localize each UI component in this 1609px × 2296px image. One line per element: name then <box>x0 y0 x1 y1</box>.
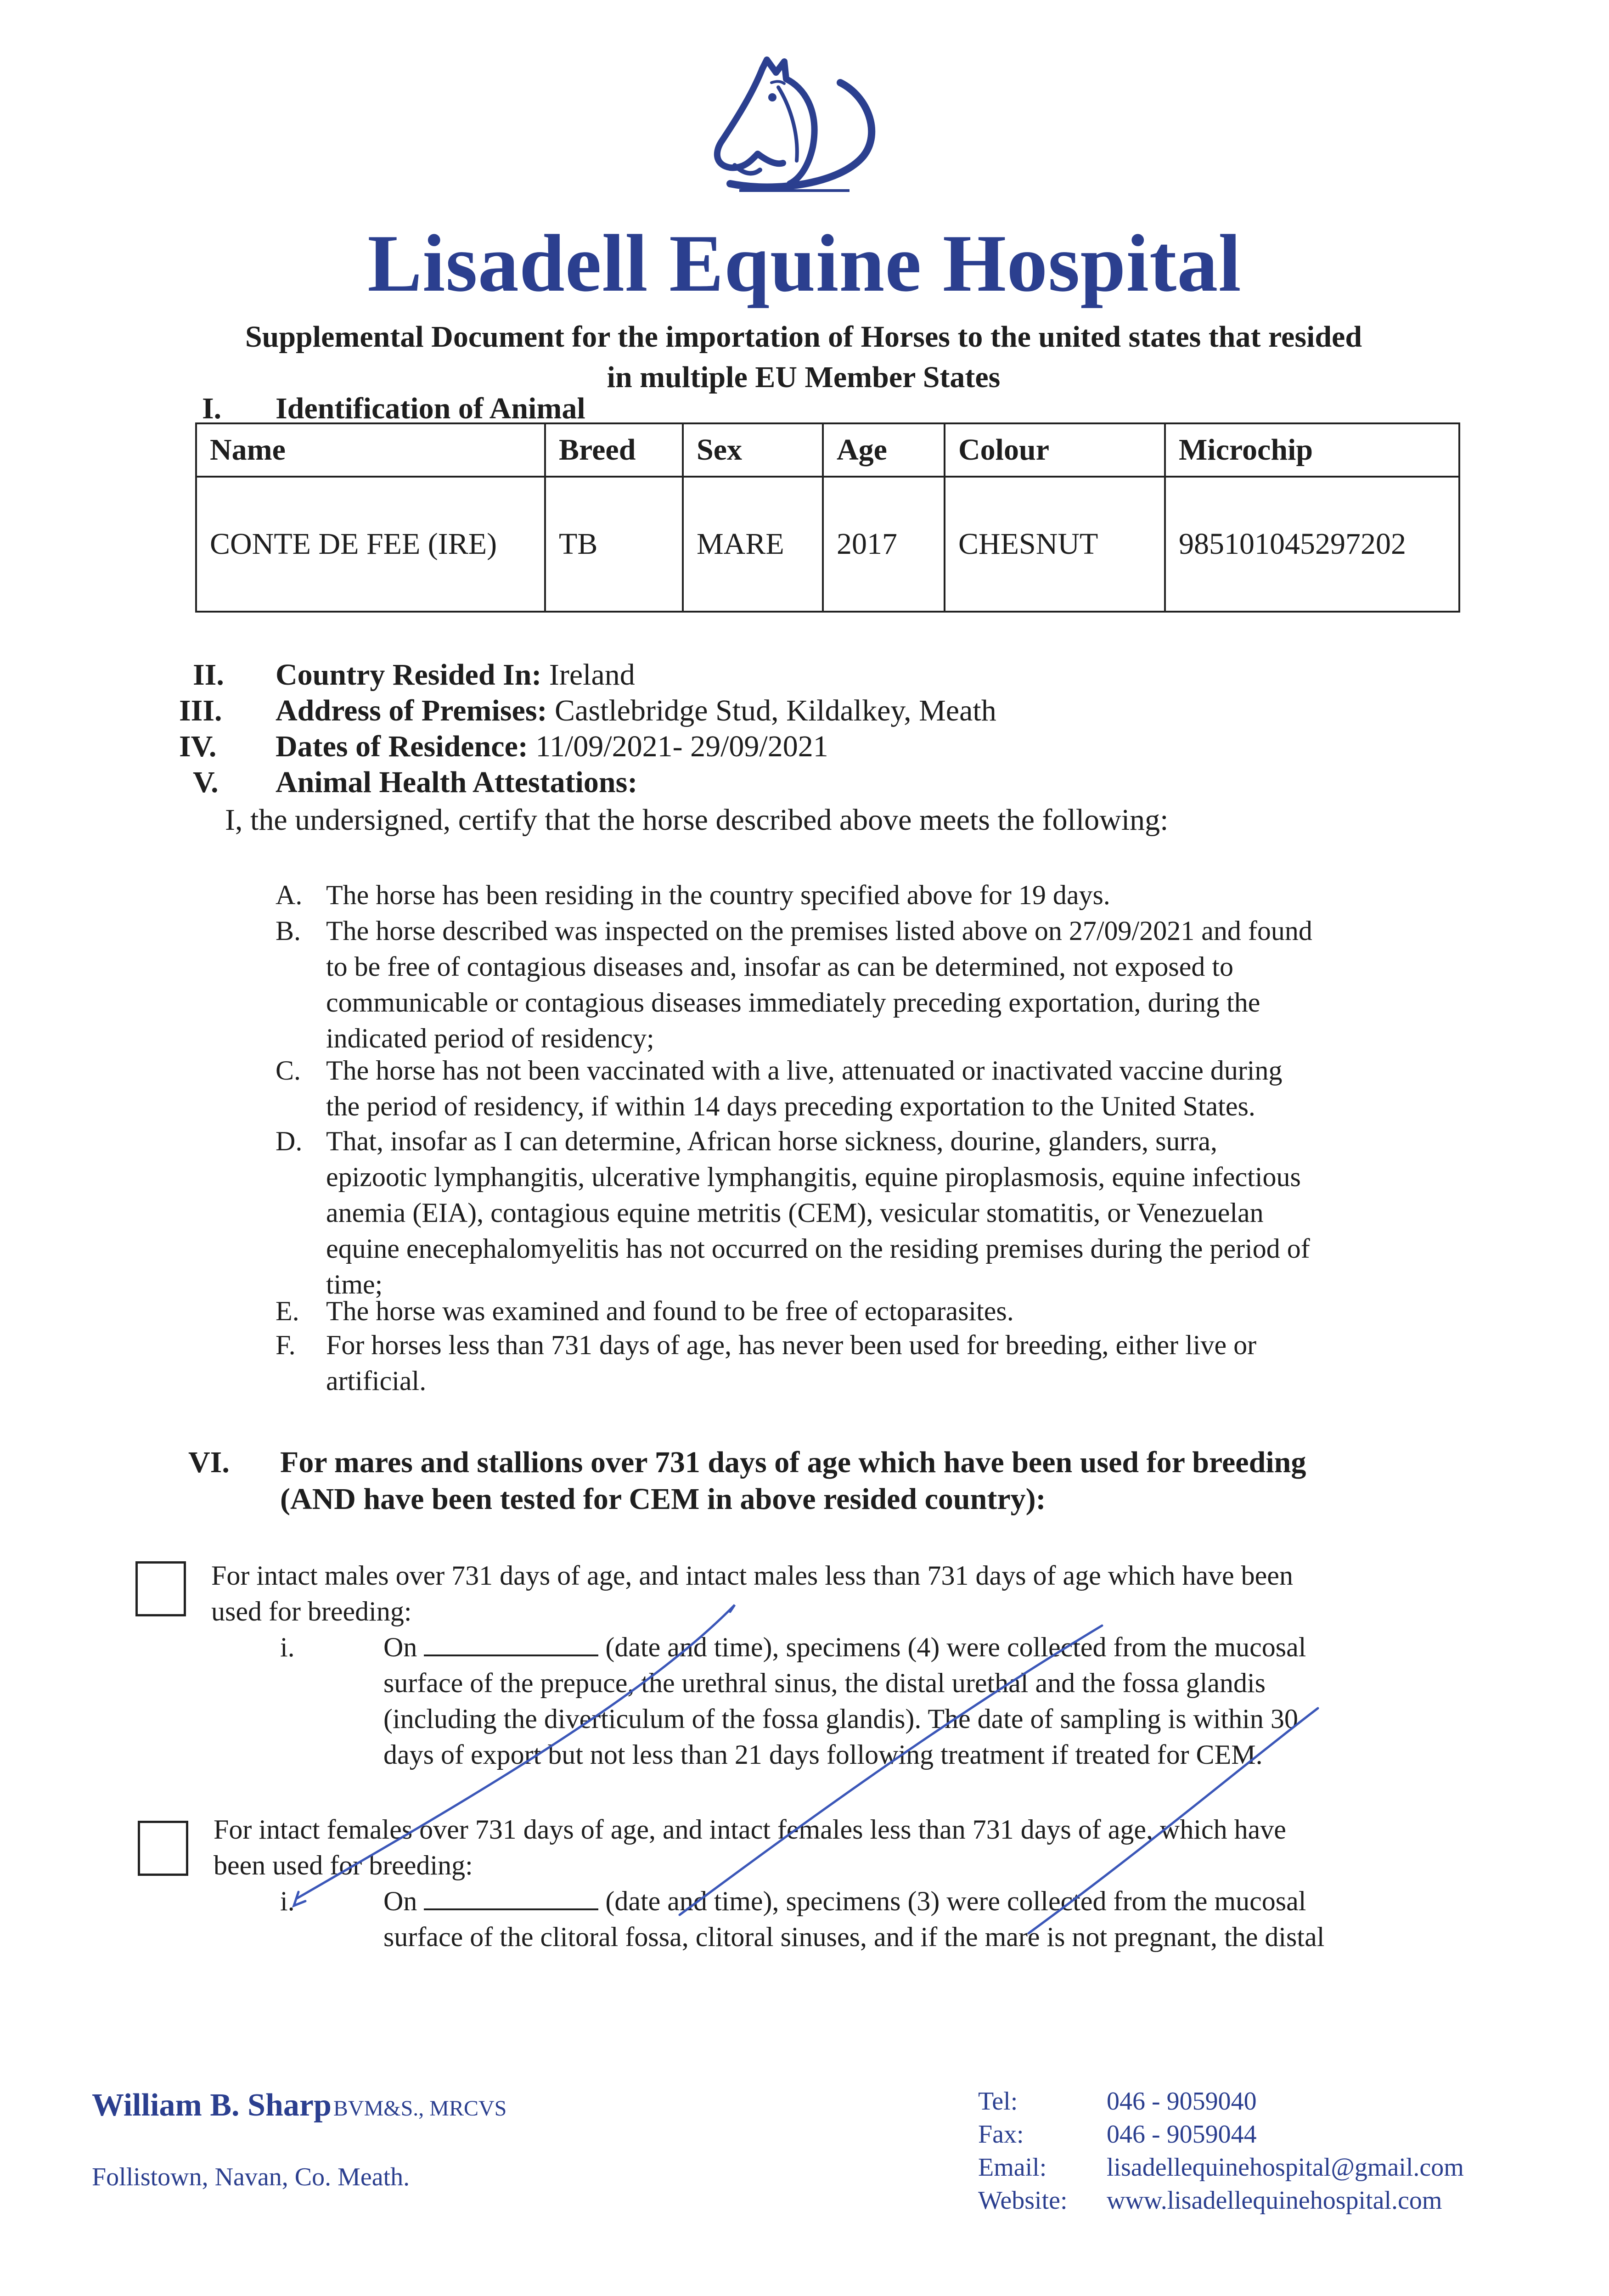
males-roman: i. <box>280 1632 295 1662</box>
footer-address: Follistown, Navan, Co. Meath. <box>92 2163 410 2191</box>
item-line: That, insofar as I can determine, African horse sickness, dourine, glanders, surra, <box>326 1126 1218 1156</box>
item-line: epizootic lymphangitis, ulcerative lymphangitis, equine piroplasmosis, equine infectious <box>326 1162 1301 1192</box>
item-line: artificial. <box>326 1366 427 1396</box>
subtitle-line-2: in multiple EU Member States <box>607 360 1001 394</box>
signatory-name: William B. Sharp <box>92 2088 332 2123</box>
males-line-2: surface of the prepuce, the urethral sinus, the distal urethal and the fossa glandis <box>383 1668 1266 1698</box>
header-microchip: Microchip <box>1165 423 1459 477</box>
footer-signatory <box>92 2087 506 2124</box>
section-6-title-line-2: (AND have been tested for CEM in above resided country): <box>280 1482 1046 1516</box>
hospital-name: Lisadell Equine Hospital <box>367 218 1242 309</box>
item-line: indicated period of residency; <box>326 1023 654 1053</box>
section-6-number: VI. <box>188 1446 230 1479</box>
item-letter: A. <box>276 880 303 910</box>
item-line: For horses less than 731 days of age, has never been used for breeding, either live or <box>326 1330 1257 1360</box>
website-link[interactable]: www.lisadellequinehospital.com <box>1107 2186 1442 2215</box>
address-value: Castlebridge Stud, Kildalkey, Meath <box>555 694 996 727</box>
section-4-number: IV. <box>179 730 217 763</box>
footer-contacts <box>978 2085 1575 2223</box>
item-line: to be free of contagious diseases and, insofar as can be determined, not exposed to <box>326 951 1234 982</box>
item-line: The horse was examined and found to be free of ectoparasites. <box>326 1296 1014 1326</box>
section-2-number: II. <box>193 658 224 692</box>
males-line-4: days of export but not less than 21 days following treatment if treated for CEM. <box>383 1739 1263 1770</box>
cell-microchip: 985101045297202 <box>1165 477 1459 612</box>
cell-sex: MARE <box>683 477 823 612</box>
females-intro-line-2: been used for breeding: <box>214 1850 473 1880</box>
cell-breed: TB <box>545 477 683 612</box>
website-label: Website: <box>978 2186 1068 2215</box>
males-line-3: (including the diverticulum of the fossa glandis). The date of sampling is within 30 <box>383 1704 1298 1734</box>
dates-value: 11/09/2021- 29/09/2021 <box>535 730 828 763</box>
header-colour: Colour <box>945 423 1165 477</box>
males-specimen-text: (date and time), specimens (4) were collected from the mucosal <box>605 1632 1306 1662</box>
item-letter: B. <box>276 916 301 946</box>
section-5-title: Animal Health Attestations: <box>276 765 638 799</box>
header-name: Name <box>196 423 545 477</box>
item-line: communicable or contagious diseases immediately preceding exportation, during the <box>326 987 1260 1018</box>
males-intro-line-1: For intact males over 731 days of age, and intact males less than 731 days of age which have been <box>211 1560 1293 1591</box>
section-4-label: Dates of Residence: <box>276 730 528 763</box>
item-line: The horse described was inspected on the premises listed above on 27/09/2021 and found <box>326 916 1312 946</box>
item-letter: F. <box>276 1330 296 1360</box>
subtitle-line-1: Supplemental Document for the importation of Horses to the united states that resided <box>245 320 1362 354</box>
email-link[interactable]: lisadellequinehospital@gmail.com <box>1107 2153 1464 2182</box>
item-letter: E. <box>276 1296 299 1326</box>
item-line: anemia (EIA), contagious equine metritis (CEM), vesicular stomatitis, or Venezuelan <box>326 1198 1264 1228</box>
females-roman: i. <box>280 1886 295 1916</box>
section-2-label: Country Resided In: <box>276 658 542 692</box>
tel-value: 046 - 9059040 <box>1107 2087 1257 2116</box>
section-3-label: Address of Premises: <box>276 694 547 727</box>
header-sex: Sex <box>683 423 823 477</box>
item-line: time; <box>326 1269 383 1300</box>
header-breed: Breed <box>545 423 683 477</box>
males-on-label: On <box>383 1632 417 1662</box>
item-letter: C. <box>276 1055 301 1086</box>
cell-colour: CHESNUT <box>945 477 1165 612</box>
header-age: Age <box>823 423 945 477</box>
cell-name: CONTE DE FEE (IRE) <box>196 477 545 612</box>
females-intro-line-1: For intact females over 731 days of age, and intact females less than 731 days of age, which have <box>214 1814 1286 1845</box>
section-3-number: III. <box>179 694 222 727</box>
section-1-title: Identification of Animal <box>276 392 585 425</box>
item-line: The horse has not been vaccinated with a live, attenuated or inactivated vaccine during <box>326 1055 1283 1086</box>
section-5-number: V. <box>193 765 219 799</box>
fax-value: 046 - 9059044 <box>1107 2120 1257 2149</box>
country-value: Ireland <box>549 658 635 692</box>
item-line: equine enecephalomyelitis has not occurred on the residing premises during the period of <box>326 1233 1310 1264</box>
email-label: Email: <box>978 2153 1047 2182</box>
section-6-title-line-1: For mares and stallions over 731 days of age which have been used for breeding <box>280 1446 1306 1479</box>
item-line: The horse has been residing in the country specified above for 19 days. <box>326 880 1110 910</box>
fax-label: Fax: <box>978 2120 1024 2149</box>
cell-age: 2017 <box>823 477 945 612</box>
females-line-2: surface of the clitoral fossa, clitoral sinuses, and if the mare is not pregnant, the distal <box>383 1922 1325 1952</box>
females-on-label: On <box>383 1886 417 1916</box>
attestation-intro: I, the undersigned, certify that the horse described above meets the following: <box>225 803 1169 837</box>
males-intro-line-2: used for breeding: <box>211 1596 412 1626</box>
females-specimen-text: (date and time), specimens (3) were collected from the mucosal <box>605 1886 1306 1916</box>
item-line: the period of residency, if within 14 days preceding exportation to the United States. <box>326 1091 1255 1121</box>
signatory-qualifications: BVM&S., MRCVS <box>333 2096 507 2121</box>
tel-label: Tel: <box>978 2087 1018 2116</box>
section-1-number: I. <box>202 392 222 425</box>
item-letter: D. <box>276 1126 303 1156</box>
